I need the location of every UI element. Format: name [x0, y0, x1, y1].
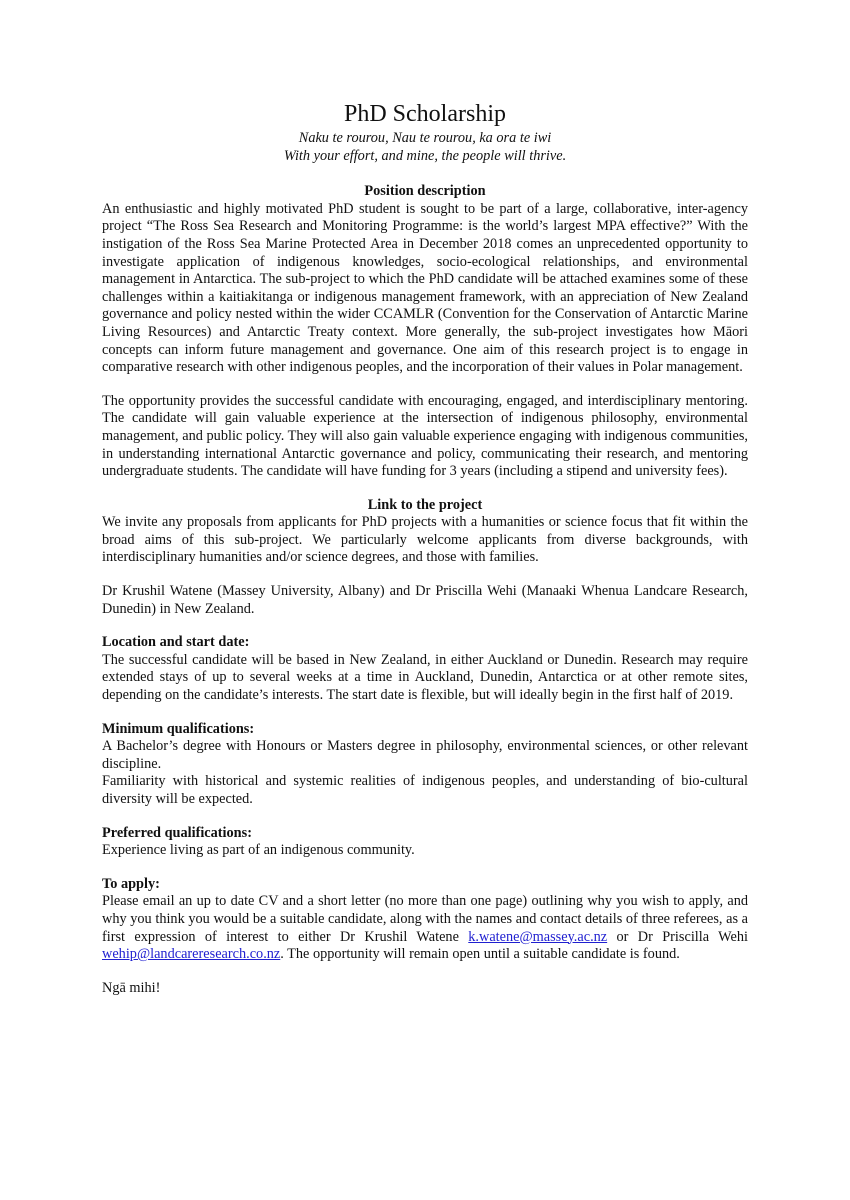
position-paragraph-2: The opportunity provides the successful candidate with encouraging, engaged, and interdisciplinary mentoring. The candidate will gain valuable experience at the intersection of indigenous philosophy, environmental management, and public policy. They will also gain valuable experience engaging with indigenous communities, in understanding international Antarctic governance and policy, communicating their research, and mentoring undergraduate students. The candidate will have funding for 3 years (including a stipend and university fees). — [102, 392, 748, 480]
motto-maori: Naku te rourou, Nau te rourou, ka ora te iwi — [298, 130, 552, 146]
document-page — [102, 100, 748, 997]
location-heading: Location and start date: — [102, 634, 250, 651]
apply-paragraph — [102, 893, 748, 963]
location-paragraph: The successful candidate will be based in New Zealand, in either Auckland or Dunedin. Research may require extended stays of up to several weeks at a time in Auckland, Dunedin, Antarctica or at other remote sites, depending on the candidate’s interests. The start date is flexible, but will ideally begin in the first half of 2019. — [102, 651, 748, 704]
preferred-heading: Preferred qualifications: — [102, 824, 252, 841]
email-link-wehi[interactable]: wehip@landcareresearch.co.nz — [102, 946, 281, 963]
link-paragraph-1: We invite any proposals from applicants for PhD projects with a humanities or science focus that fit within the broad aims of this sub-project. We particularly welcome applicants from diverse backgrounds, with interdisciplinary humanities and/or science degrees, and those with families. — [102, 514, 748, 566]
apply-text-middle: or Dr Priscilla Wehi — [607, 928, 748, 945]
apply-text-after: . The opportunity will remain open until a suitable candidate is found. — [280, 946, 680, 963]
minimum-heading: Minimum qualifications: — [102, 720, 255, 737]
minimum-paragraph-2: Familiarity with historical and systemic realities of indigenous peoples, and understanding of bio-cultural diversity will be expected. — [102, 773, 748, 807]
page-title: PhD Scholarship — [344, 101, 506, 127]
minimum-paragraph-1: A Bachelor’s degree with Honours or Masters degree in philosophy, environmental sciences, or other relevant discipline. — [102, 738, 748, 772]
apply-text-before: Please email an up to date CV and a short letter (no more than one page) outlining why you wish to apply, and why you think you would be a suitable candidate, along with the names and contact details of three referees, as a first expression of interest to either Dr Krushil Watene — [102, 893, 748, 945]
motto-english: With your effort, and mine, the people will thrive. — [283, 147, 567, 164]
position-paragraph-1: An enthusiastic and highly motivated PhD student is sought to be part of a large, collaborative, inter-agency project “The Ross Sea Research and Monitoring Programme: is the world’s largest MPA effective?” With the instigation of the Ross Sea Marine Protected Area in December 2018 comes an unprecedented opportunity to investigate application of indigenous knowledges, socio-ecological relationships, and environmental management in Antarctica. The sub-project to which the PhD candidate will be attached examines some of these challenges within a kaitiakitanga or indigenous management framework, with an appreciation of New Zealand governance and policy nested within the wider CCAMLR (Convention for the Conservation of Antarctic Marine Living Resources) and Antarctic Treaty context. More generally, the sub-project investigates how Māori concepts can inform future management and governance. One aim of this research project is to engage in comparative research with other indigenous peoples, and the incorporation of their values in Polar management. — [102, 200, 748, 376]
apply-heading: To apply: — [102, 875, 160, 892]
email-link-watene[interactable]: k.watene@massey.ac.nz — [468, 928, 608, 945]
closing-greeting: Ngā mihi! — [102, 979, 161, 996]
link-heading: Link to the project — [367, 496, 483, 513]
position-heading: Position description — [364, 183, 486, 200]
preferred-paragraph: Experience living as part of an indigenous community. — [102, 842, 415, 859]
link-paragraph-2: Dr Krushil Watene (Massey University, Albany) and Dr Priscilla Wehi (Manaaki Whenua Landcare Research, Dunedin) in New Zealand. — [102, 583, 748, 617]
